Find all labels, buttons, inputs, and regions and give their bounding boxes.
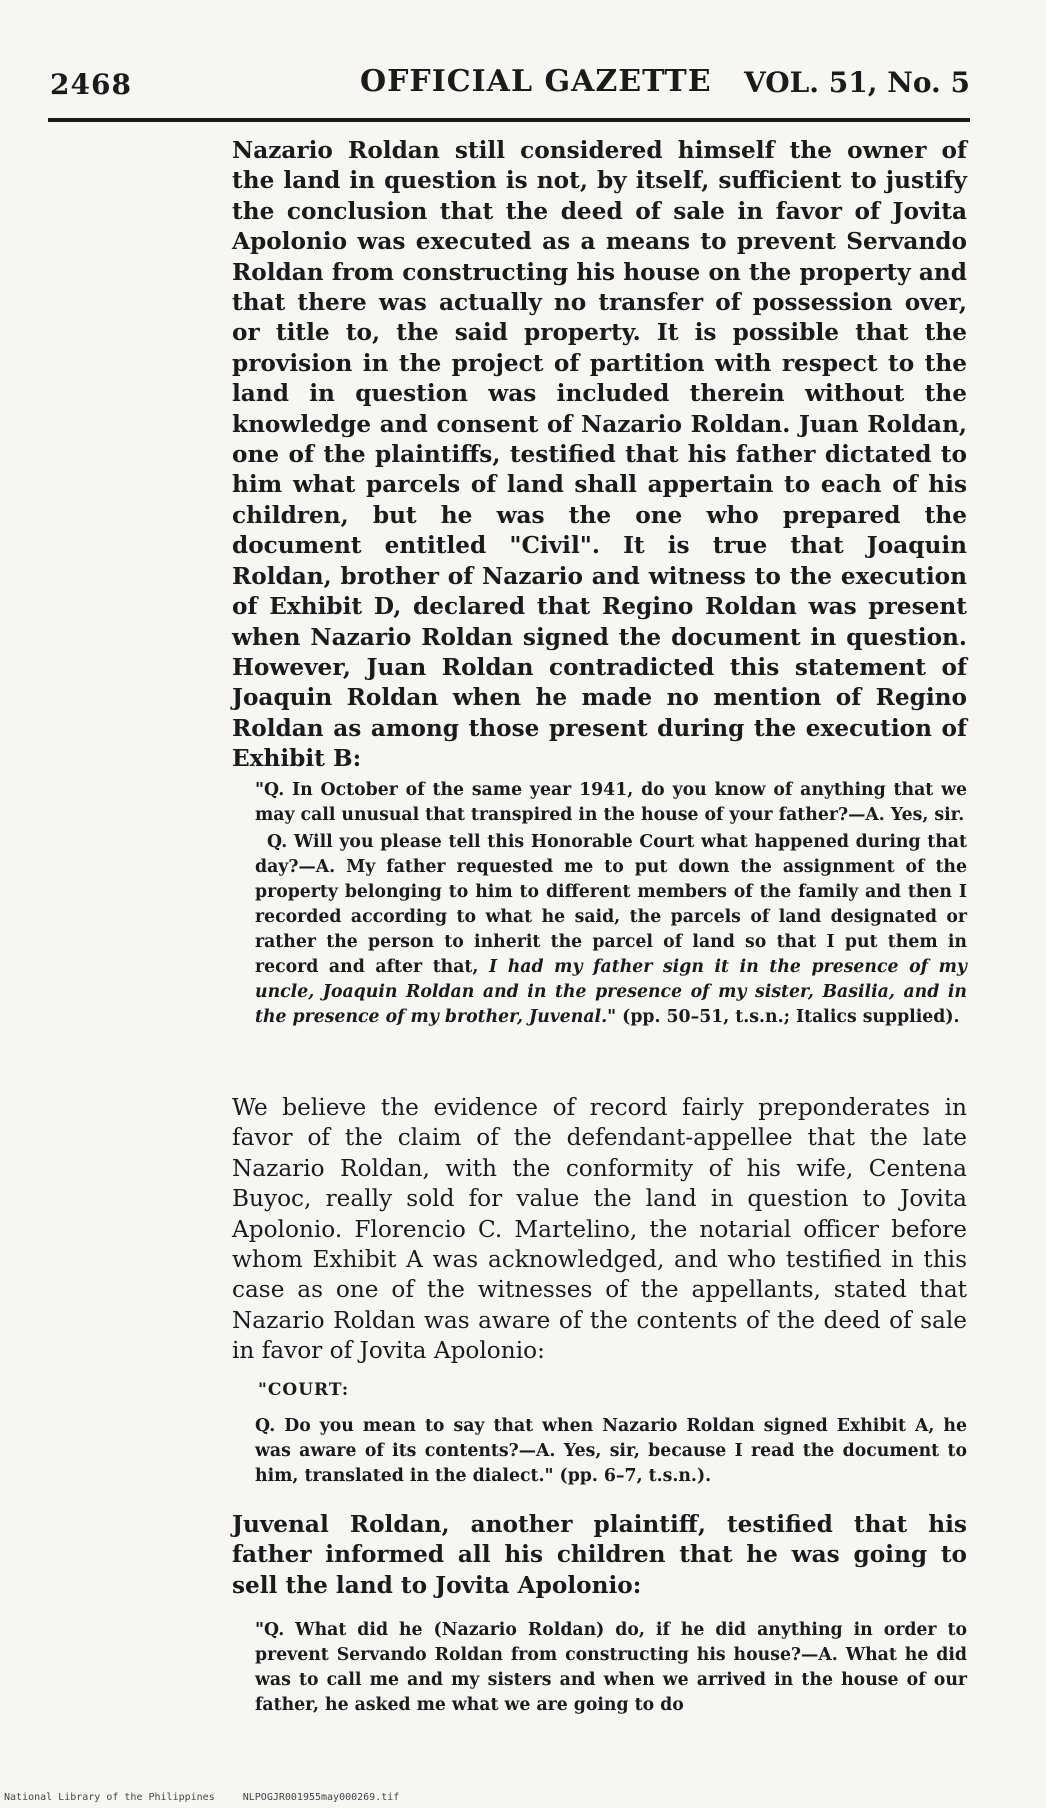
- quote-1-question-a: "Q. In October of the same year 1941, do you know of anything that we may call unusual that transpired in the house of your father?—A. Yes, sir.: [255, 780, 967, 825]
- paragraph-1: Nazario Roldan still considered himself the owner of the land in question is not, by itself, sufficient to justify the conclusion that the deed of sale in favor of Jovita Apolonio was executed as a means to prevent Servando Roldan from constructing his house on the property and that there was actually no transfer of possession over, or title to, the said property. It is possible that the provision in the project of partition with respect to the land in question was included therein without the knowledge and consent of Nazario Roldan. Juan Roldan, one of the plaintiffs, testified that his father dictated to him what parcels of land shall appertain to each of his children, but he was the one who prepared the document entitled "Civil". It is true that Joaquin Roldan, brother of Nazario and witness to the execution of Exhibit D, declared that Regino Roldan was present when Nazario Roldan signed the document in question. However, Juan Roldan contradicted this statement of Joaquin Roldan when he made no mention of Regino Roldan as among those present during the execution of Exhibit B:: [232, 137, 967, 773]
- paragraph-2: We believe the evidence of record fairly preponderates in favor of the claim of the defendant-appellee that the late Nazario Roldan, with the conformity of his wife, Centena Buyoc, really sold for value the land in question to Jovita Apolonio. Florencio C. Martelino, the notarial officer before whom Exhibit A was acknowledged, and who testified in this case as one of the witnesses of the appellants, stated that Nazario Roldan was aware of the contents of the deed of sale in favor of Jovita Apolonio:: [232, 1094, 967, 1365]
- page-number: 2468: [50, 68, 132, 101]
- quote-1-question-b: [255, 830, 967, 1030]
- court-label: "COURT:: [258, 1380, 350, 1400]
- scan-footer: [4, 1792, 399, 1803]
- publication-title: OFFICIAL GAZETTE: [360, 64, 712, 99]
- testimony-quote-3: "Q. What did he (Nazario Roldan) do, if he did anything in order to prevent Servando Roldan from constructing his house?—A. What he did was to call me and my sisters and when we arrived in the house of our father, he asked me what we are going to do: [255, 1620, 967, 1715]
- paragraph-3: Juvenal Roldan, another plaintiff, testified that his father informed all his children that he was going to sell the land to Jovita Apolonio:: [232, 1511, 967, 1599]
- footer-filename: NLPOGJR001955may000269.tif: [242, 1792, 400, 1803]
- quote-1-citation: " (pp. 50–51, t.s.n.; Italics supplied).: [607, 1007, 960, 1027]
- page-header: [50, 60, 970, 106]
- header-rule: [48, 118, 970, 122]
- testimony-quote-2: Q. Do you mean to say that when Nazario Roldan signed Exhibit A, he was aware of its contents?—A. Yes, sir, because I read the document to him, translated in the dialect." (pp. 6–7, t.s.n.).: [255, 1416, 967, 1486]
- footer-library: National Library of the Philippines: [4, 1792, 215, 1803]
- quote-1-italic-text: I had my father sign it in the presence of my uncle, Joaquin Roldan and in the presence of my sister, Basilia, and in the presence of my brother, Juvenal.: [255, 957, 967, 1027]
- volume-number: VOL. 51, No. 5: [743, 66, 970, 99]
- quote-1-b-text: Q. Will you please tell this Honorable Court what happened during that day?—A. My father requested me to put down the assignment of the property belonging to him to different members of the family and then I recorded according to what he said, the parcels of land designated or rather the person to inherit the parcel of land so that I put them in record and after that,: [255, 832, 967, 977]
- testimony-quote-1: [255, 778, 967, 1030]
